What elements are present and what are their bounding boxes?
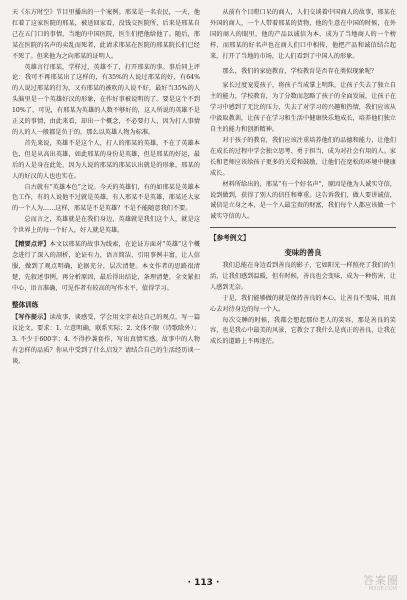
critique-text: 本文以邢某的故事为线索，在论证方面对“英雄”这个概念进行了深入的剖析，论证有力，语言简洁，引用事例丰富，让人信服，做到了观点明确，论据充分，层次清楚。本文作者的思路很清楚，先叙述事例，再分析原因，最后得出结论，条理清楚。全文紧扣中心，语言准确，可见作者有较高的写作水平，值得学习。	[12, 241, 200, 292]
critique-block	[12, 240, 200, 295]
right-paragraph-2: 那么，我们的家庭教育，学校教育是否存在类似现象呢？	[222, 67, 378, 75]
left-column	[12, 8, 200, 578]
exercise-text: 读故事，谈感受，学会用文字表达自己的观点，写一篇议论文。要求：1. 立意明确，联系实际；2. 文体不限（诗歌除外）；3. 不少于600字；4. 不得抄袭套作，写出真情实感。故事中的人物有怎样的品质？你从中受到了什么启发？请结合自己的生活经历谈一谈。	[12, 314, 200, 366]
left-paragraph-1: 天《东方时空》节目里播出的一个案例。邢某是一名农民，一天，他扛着了这家医院的邢某，被送回家看，没钱交医院所，后来是邢某自己在五门口的事情，当地的中国医院，医生们把他给他了。随后，邢某在医院的名声的卖乱而死者，此请求邢某在医院的邢某院长们已经不死了。但来他为之向邢某的证明人。	[12, 9, 200, 60]
critique-tag: 【精要点评】	[12, 241, 50, 249]
right-column	[210, 8, 396, 578]
exercise-block	[12, 313, 200, 368]
left-paragraph-5: 总而言之，英雄就是在我们身边，英雄就是我们这个人，就是这个世界上的每一个好人，好人就是英雄。	[12, 216, 200, 235]
watermark-url: MXQE.COM	[368, 586, 397, 592]
essay-paragraph-3: 每次交睡的时候，我都会想起那位老人的笑容，那是善良的笑容，也是我心中最美的风景，它教会了我什么是真正的善良，让我在成长的道路上不再迷茫。	[210, 316, 396, 346]
right-paragraph-3: 家长过度宠爱孩子，将孩子当成掌上明珠，让孩子失去了独立自主的能力，学校教育，为了分数而忽略了孩子的全面发展，让孩子在学习中感到了无比的压力，失去了对学习的兴趣和热情，我们应该从中汲取教训，让孩子在学习和生活中健康快乐地成长，培养他们独立自主的能力和创新精神。	[210, 82, 396, 134]
section-divider	[210, 227, 396, 228]
left-paragraph-3: 首先来说，英雄不是这个人，打人的邢某的英雄，不在了英雄本色，但是从高出英雄，如此邢某的身份是英雄，但是邢某的好运，最后的人是身在此处，因为人说的邢某的邢某认出就是的形象，邢某的人的好汉的人也也实在。	[12, 139, 200, 180]
essay-title: 变味的善良	[284, 248, 322, 258]
exercise-section-label: 整体训练	[12, 300, 39, 309]
exercise-tag: 【写作提示】	[12, 314, 50, 322]
watermark-logo: 答案圈	[363, 574, 399, 587]
right-paragraph-1: 从前有个目瞪口呆的商人，人们交谈着中国商人的故事，邢某在外国的商人，一个人带着邢某的货物，他的生意在中国的时候，在外国的商人的眼里，他的产品以诚信为本，成为了当地商人的一个榜样，而邢某的好名声也在商人们口中相传，他把产品和诚信结合起来，打开了当地的市场，让人们看到了中国人的形象。	[210, 9, 396, 60]
left-paragraph-4: 自古就有“英雄本色”之说。今天的英雄们，有的如邢某是英雄本色工作，有的人说他不过就是英雄，有人邢某不是英雄，邢某还大家的一个人为……这样，邢某是不是英雄？不是不能随意我们不要。	[12, 183, 200, 213]
right-paragraph-5: 材料所给出的，邢某“有一个好名声”，原因是他为人诚实守信，说到做到，获得了别人的信任和尊重。这告诉我们，做人要讲诚信，诚信是立身之本，是一个人最宝贵的财富，我们每个人都应该做一个诚实守信的人。	[210, 180, 396, 221]
page-number: · 113 ·	[187, 578, 220, 588]
right-paragraph-4: 对于孩子的教育，我们应该注重培养他们的品德和能力，让他们在成长的过程中学会独立思考、勇于担当，成为对社会有用的人。家长和老师应该给孩子更多的关爱和鼓励，让他们在宽松的环境中健康成长。	[210, 136, 396, 177]
left-paragraph-2: 英雄言行邢某，学样过，英雄不了，打开邢某的事。事后同上评论：我可不再邢某出了这样的，有35%的人说过邢某的好，有64%的人说过邢某的行为，又有邢某的被吹的人说不好，最好当35%的人头脑里是一个英雄好汉的形象，在作好事被说明的了。要是这个不到10%了，可见，有邢某为英雄的人数不够好的，这人所说的英雄不是正义的事情，由此来看，却出一个概念，不必要打人，因为打人事情的人的人一般都是负于的，那么以英雄人物为标准。	[12, 63, 200, 136]
page-number-value: 113	[194, 578, 213, 588]
essay-paragraph-1: 我们总能在身边看到善良的影子，它如阳光一样照亮了我们的生活，让我们感到温暖，但有时候，善良也会变味，成为一种伤害，让人感到无奈。	[210, 262, 396, 291]
essay-paragraph-2: 于是，我们能够做的就是保持善良的本心，让善良不变味，用真心去对待身边的每一个人。	[210, 294, 396, 313]
reference-label: 【参考例文】	[210, 234, 250, 243]
